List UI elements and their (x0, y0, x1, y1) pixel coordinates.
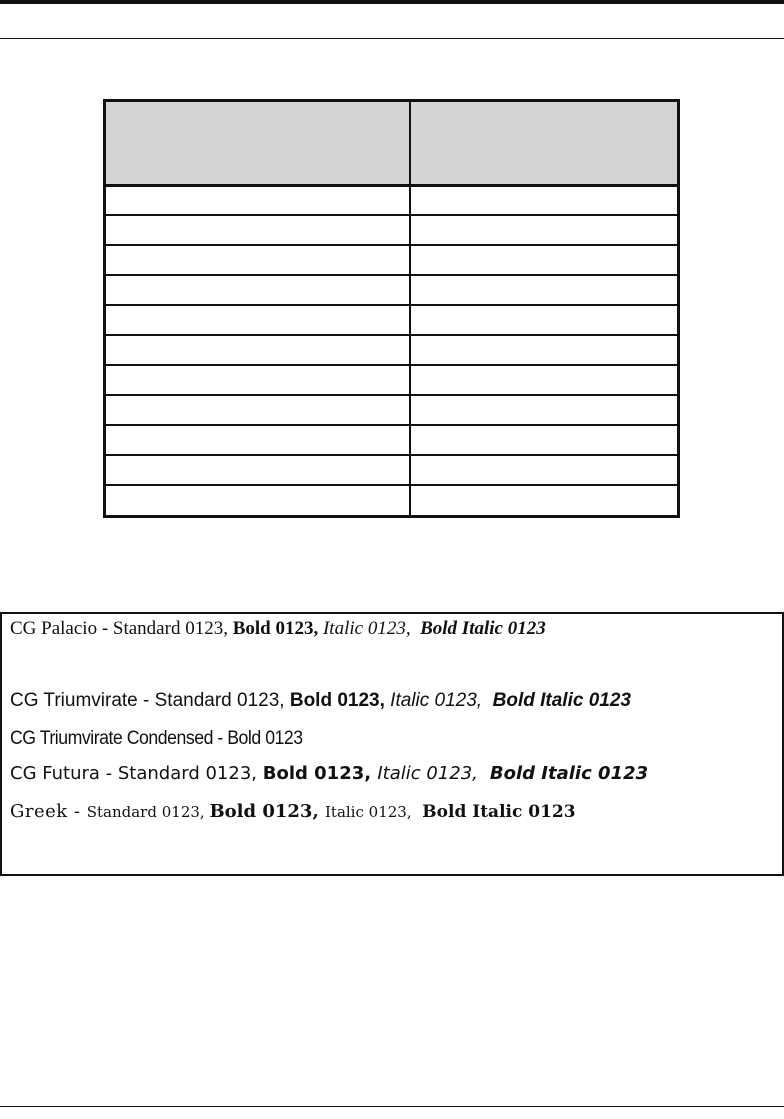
table-row-rule (106, 454, 677, 456)
table-row-rule (106, 364, 677, 366)
triumvirate-standard: Standard 0123, (154, 690, 290, 711)
font-sample-box (0, 612, 784, 876)
palacio-bold: Bold 0123, (232, 618, 323, 639)
triumvirate-condensed-text: CG Triumvirate Condensed - Bold 0123 (10, 728, 303, 749)
palacio-italic: Italic 0123, (322, 618, 416, 639)
futura-italic: Italic 0123, (377, 763, 484, 784)
table-row-rule (106, 334, 677, 336)
triumvirate-bold-italic: Bold Italic 0123 (487, 690, 631, 711)
futura-name: CG Futura - (10, 763, 118, 784)
table-row-rule (106, 274, 677, 276)
table-row-rule (106, 304, 677, 306)
greek-standard: Standard 0123, (86, 803, 210, 821)
greek-italic: Italic 0123, (324, 803, 417, 821)
font-sample-triumvirate-condensed (10, 728, 303, 750)
table-header-rule (106, 184, 677, 187)
empty-table (103, 99, 680, 518)
table-row-rule (106, 484, 677, 486)
triumvirate-bold: Bold 0123, (289, 690, 391, 711)
palacio-name: CG Palacio - (10, 618, 113, 639)
table-row-rule (106, 214, 677, 216)
palacio-bold-italic: Bold Italic 0123 (415, 618, 546, 639)
table-row-rule (106, 394, 677, 396)
greek-bold-italic: Bold Italic 0123 (416, 802, 576, 822)
palacio-standard: Standard 0123, (112, 618, 233, 639)
bottom-rule (0, 1106, 784, 1107)
triumvirate-italic: Italic 0123, (390, 690, 488, 711)
font-sample-palacio (10, 618, 546, 640)
font-sample-greek (10, 801, 576, 822)
top-rule-thin (0, 38, 784, 39)
table-row-rule (106, 244, 677, 246)
table-header (106, 102, 677, 184)
futura-bold: Bold 0123, (262, 763, 378, 784)
triumvirate-name: CG Triumvirate - (10, 690, 155, 711)
font-sample-futura (10, 763, 648, 784)
font-sample-triumvirate (10, 690, 631, 712)
table-row-rule (106, 424, 677, 426)
futura-bold-italic: Bold Italic 0123 (483, 763, 649, 784)
futura-standard: Standard 0123, (117, 763, 263, 784)
top-rule-thick (0, 0, 784, 4)
greek-bold: Bold 0123, (209, 801, 325, 822)
greek-name: Greek - (10, 801, 87, 822)
